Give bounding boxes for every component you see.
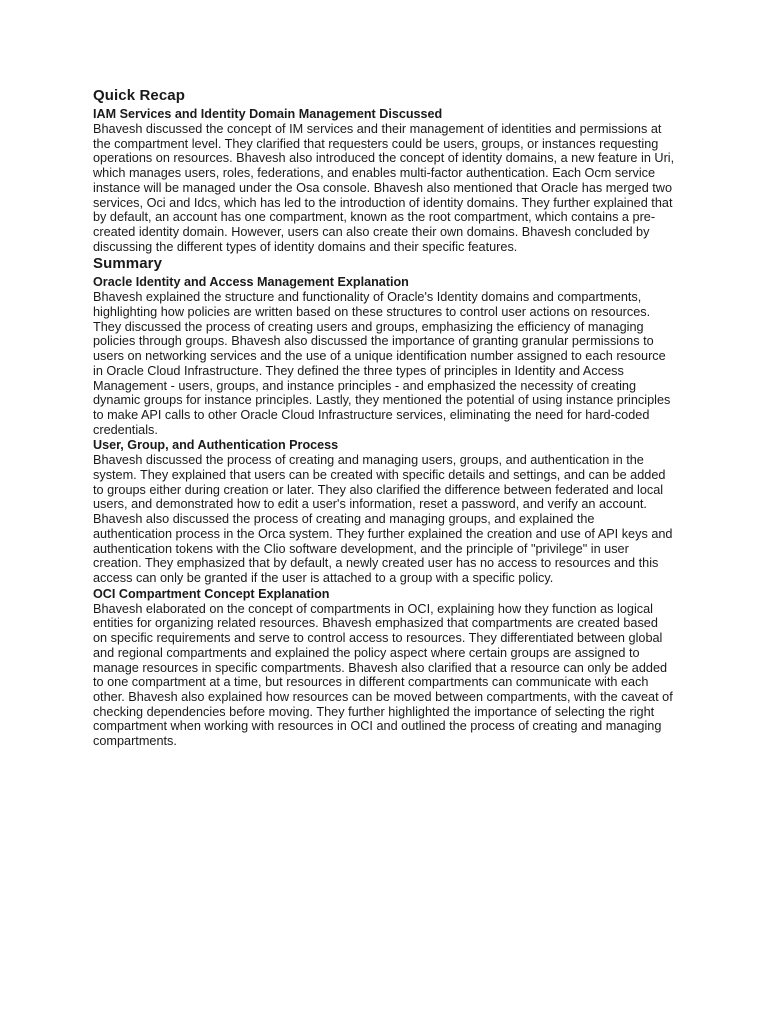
recap-paragraph: Bhavesh discussed the concept of IM services and their management of identities and permissions at the compartment level. They clarified that requesters could be users, groups, or instances requesting operations on resources. Bhavesh also introduced the concept of identity domains, a new feature in Uri, which manages users, roles, federations, and enables multi-factor authentication. Each Ocm service instance will be managed under the Osa console. Bhavesh also mentioned that Oracle has merged two services, Oci and Idcs, which has led to the introduction of identity domains. They further explained that by default, an account has one compartment, known as the root compartment, which contains a pre-created identity domain. However, users can also create their own domains. Bhavesh concluded by discussing the different types of identity domains and their specific features. [93,122,675,254]
recap-subtitle: IAM Services and Identity Domain Management Discussed [93,107,443,121]
summary-section-paragraph: Bhavesh explained the structure and functionality of Oracle's Identity domains and compartments, highlighting how policies are written based on these structures to control user actions on resources. They discussed the process of creating users and groups, emphasizing the efficiency of managing policies through groups. Bhavesh also discussed the importance of granting granular permissions to users on networking services and the use of a unique identification number assigned to each resource in Oracle Cloud Infrastructure. They defined the three types of principles in Identity and Access Management - users, groups, and instance principles - and emphasized the necessity of creating dynamic groups for instance principles. Lastly, they mentioned the potential of using instance principles to make API calls to other Oracle Cloud Infrastructure services, eliminating the need for hard-coded credentials. [93,290,671,437]
document-page [93,86,675,749]
summary-section-heading: User, Group, and Authentication Process [93,438,339,453]
summary-section-paragraph: Bhavesh elaborated on the concept of compartments in OCI, explaining how they function as logical entities for organizing related resources. Bhavesh emphasized that compartments are created based on specific requirements and serve to control access to resources. They differentiated between global and regional compartments and explained the policy aspect where certain groups are assigned to manage resources in specific compartments. Bhavesh also clarified that a resource can only be added to one compartment at a time, but resources in different compartments can communicate with each other. Bhavesh also explained how resources can be moved between compartments, with the caveat of checking dependencies before moving. They further highlighted the importance of selecting the right compartment when working with resources in OCI and outlined the process of creating and managing compartments. [93,601,673,749]
summary-section-heading: Oracle Identity and Access Management Explanation [93,275,409,290]
summary-section-paragraph: Bhavesh discussed the process of creating and managing users, groups, and authentication in the system. They explained that users can be created with specific details and settings, and can be added to groups either during creation or later. They also clarified the difference between federated and local users, and demonstrated how to edit a user's information, reset a password, and verify an account. Bhavesh also discussed the process of creating and managing groups, and explained the authentication process in the Orca system. They further explained the creation and use of API keys and authentication tokens with the Clio software development, and the principle of "privilege" in user creation. They emphasized that by default, a newly created user has no access to resources and this access can only be granted if the user is attached to a group with a specific policy. [93,453,673,585]
summary-title: Summary [93,255,163,273]
summary-section-heading: OCI Compartment Concept Explanation [93,586,330,601]
quick-recap-title: Quick Recap [93,87,185,104]
